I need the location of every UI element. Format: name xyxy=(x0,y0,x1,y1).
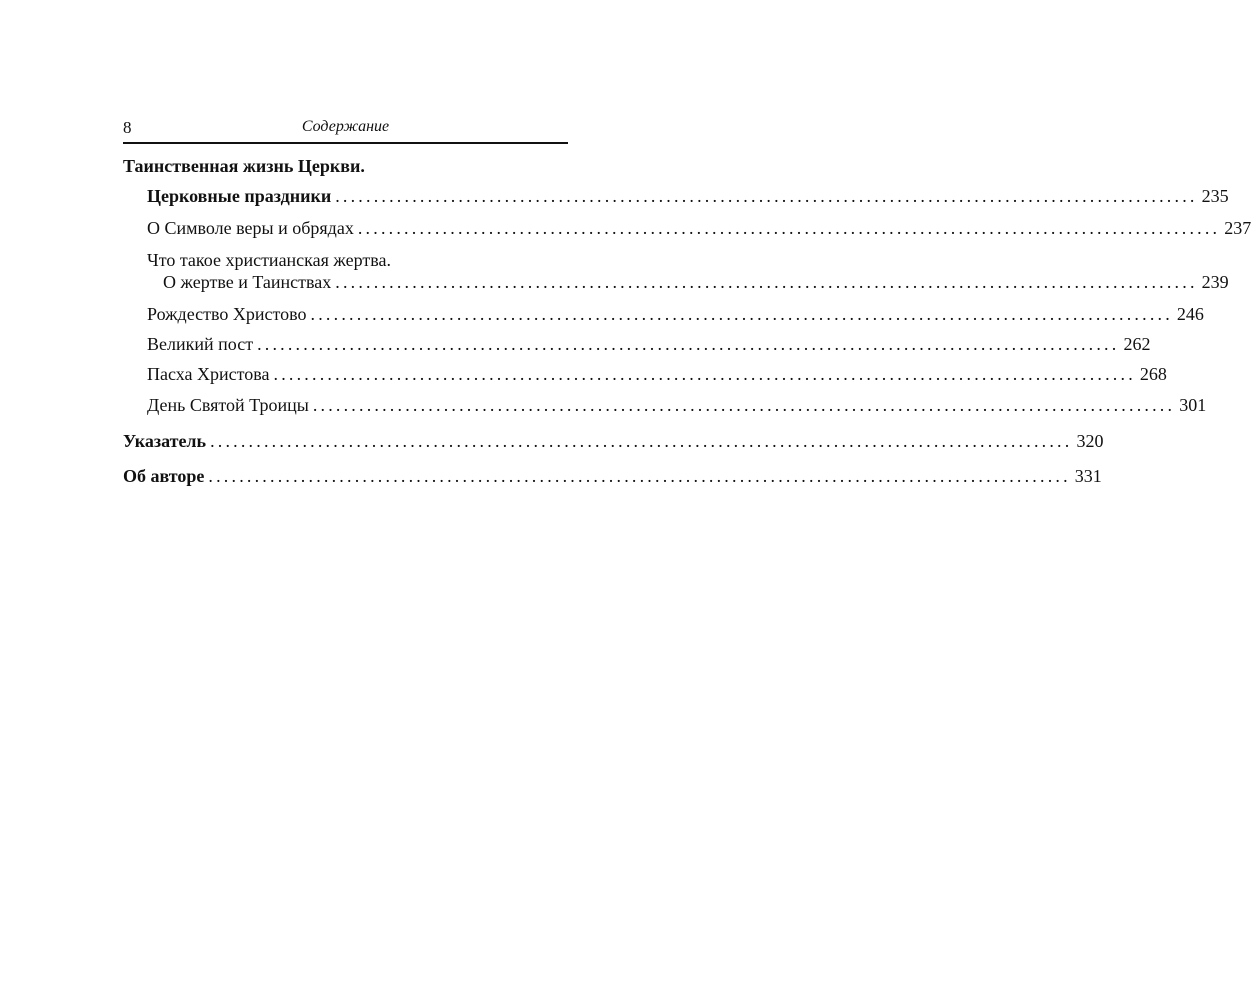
toc-entry[interactable] xyxy=(147,333,1151,355)
toc-leader: ................................................................................................................ xyxy=(357,218,1221,238)
toc-leader: ................................................................................................................ xyxy=(273,364,1136,384)
toc-leader: ................................................................................................................ xyxy=(335,186,1198,206)
toc-leader: ................................................................................................................ xyxy=(310,304,1173,324)
toc-entry-page: 235 xyxy=(1201,186,1229,206)
running-title: Содержание xyxy=(301,118,390,135)
toc-entry-title: Церковные праздники xyxy=(147,186,332,206)
toc-entry[interactable] xyxy=(147,394,1207,416)
toc-entry-page: 320 xyxy=(1076,431,1104,451)
toc-entry-page: 331 xyxy=(1074,466,1102,486)
toc-entry[interactable] xyxy=(163,271,1229,293)
toc-leader: ................................................................................................................ xyxy=(335,272,1198,292)
toc-entry-title: О жертве и Таинствах xyxy=(163,272,332,292)
toc-entry-page: 246 xyxy=(1176,304,1204,324)
toc-entry-title: День Святой Троицы xyxy=(147,395,309,415)
toc-entry[interactable] xyxy=(147,217,1251,239)
toc-entry-title: Рождество Христово xyxy=(147,304,307,324)
toc-entry-title: Великий пост xyxy=(147,334,254,354)
page-number: 8 xyxy=(123,118,132,137)
toc-entry-about[interactable] xyxy=(123,465,1102,487)
toc-entry-title: Что такое христианская жертва. xyxy=(147,250,391,270)
toc-entry-page: 239 xyxy=(1201,272,1229,292)
toc-entry-line1[interactable] xyxy=(147,249,568,271)
toc-entry-page: 262 xyxy=(1123,334,1151,354)
toc-entry-page: 301 xyxy=(1179,395,1207,415)
toc-entry[interactable] xyxy=(147,185,1229,207)
page-header xyxy=(123,116,568,144)
toc-entry[interactable] xyxy=(147,303,1204,325)
toc-entry-title: О Символе веры и обрядах xyxy=(147,218,354,238)
toc-entry-title: Указатель xyxy=(123,431,207,451)
toc-leader: ................................................................................................................ xyxy=(257,334,1120,354)
toc-entry-title: Пасха Христова xyxy=(147,364,270,384)
toc-leader: ................................................................................................................ xyxy=(210,431,1073,451)
toc-entry-index[interactable] xyxy=(123,430,1104,452)
toc-leader: ................................................................................................................ xyxy=(208,466,1071,486)
toc-leader: ................................................................................................................ xyxy=(312,395,1176,415)
toc-section-title xyxy=(123,155,568,177)
section-title-text: Таинственная жизнь Церкви. xyxy=(123,156,365,176)
toc-entry-page: 268 xyxy=(1139,364,1167,384)
toc-entry-title: Об авторе xyxy=(123,466,205,486)
toc-entry[interactable] xyxy=(147,363,1167,385)
toc-entry-page: 237 xyxy=(1224,218,1251,238)
